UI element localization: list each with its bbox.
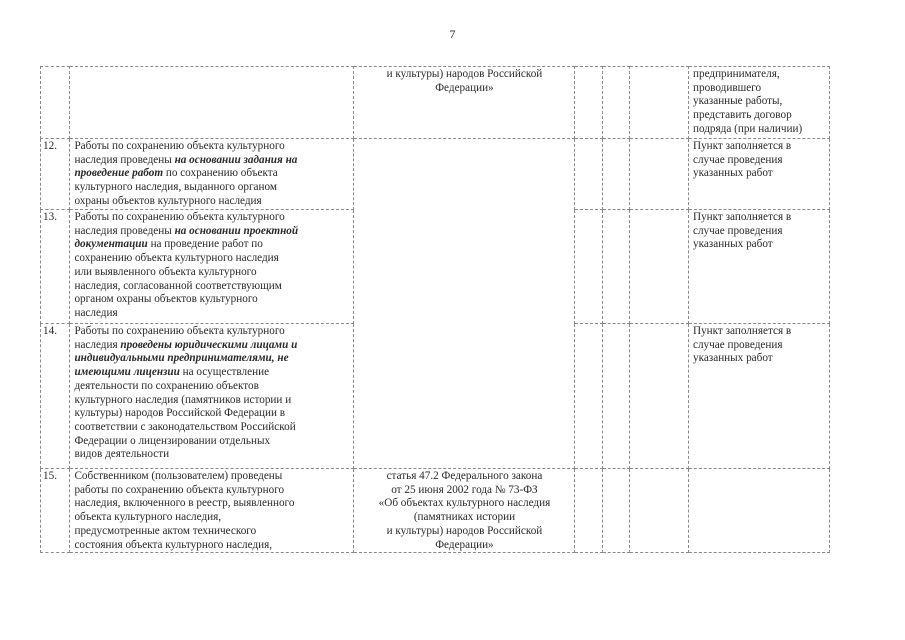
row-description: Работы по сохранению объекта культурного наследия проведены юридическими лицами и индивидуальными предпринимателями, не имеющими лицензии на осуществление деятельности по сохранению объектов культурного наследия (памятников истории и культуры) народов Российской Федерации в соответствии с законодательством Российской Федерации о лицензировании отдельных видов деятельности — [70, 324, 354, 469]
table-row — [41, 67, 830, 139]
page-number: 7 — [449, 27, 456, 41]
empty-cell — [602, 67, 629, 139]
row-number — [41, 67, 70, 139]
row-legal-basis — [354, 324, 575, 469]
row-legal-basis: и культуры) народов Российской Федерации» — [354, 67, 575, 139]
row-description — [70, 67, 354, 139]
row-number: 14. — [41, 324, 70, 469]
row-note — [688, 469, 829, 553]
table-row — [41, 139, 830, 210]
row-description: Работы по сохранению объекта культурного наследия проведены на основании задания на проведение работ по сохранению объекта культурного наследия, выданного органом охраны объектов культурного наследия — [70, 139, 354, 210]
table-row — [41, 324, 830, 469]
empty-cell — [630, 139, 689, 210]
row-legal-basis — [354, 210, 575, 324]
row-legal-basis — [354, 139, 575, 210]
row-note: Пункт заполняется в случае проведения указанных работ — [688, 139, 829, 210]
empty-cell — [602, 139, 629, 210]
empty-cell — [575, 210, 602, 324]
row-note: Пункт заполняется в случае проведения указанных работ — [688, 210, 829, 324]
row-number: 15. — [41, 469, 70, 553]
row-note: Пункт заполняется в случае проведения указанных работ — [688, 324, 829, 469]
row-note: предпринимателя, проводившего указанные работы, представить договор подряда (при наличии) — [688, 67, 829, 139]
row-number: 13. — [41, 210, 70, 324]
empty-cell — [575, 324, 602, 469]
row-description: Работы по сохранению объекта культурного наследия проведены на основании проектной документации на проведение работ по сохранению объекта культурного наследия или выявленного объекта культурного наследия, согласованной соответствующим органом охраны объектов культурного наследия — [70, 210, 354, 324]
empty-cell — [575, 67, 602, 139]
table-row — [41, 469, 830, 553]
empty-cell — [602, 469, 629, 553]
empty-cell — [630, 324, 689, 469]
requirements-table — [40, 66, 830, 553]
empty-cell — [575, 139, 602, 210]
empty-cell — [630, 210, 689, 324]
empty-cell — [630, 469, 689, 553]
row-legal-basis: статья 47.2 Федерального закона от 25 июня 2002 года № 73-ФЗ «Об объектах культурного наследия (памятниках истории и культуры) народов Российской Федерации» — [354, 469, 575, 553]
table-row — [41, 210, 830, 324]
row-number: 12. — [41, 139, 70, 210]
empty-cell — [602, 324, 629, 469]
empty-cell — [630, 67, 689, 139]
empty-cell — [575, 469, 602, 553]
empty-cell — [602, 210, 629, 324]
row-description: Собственником (пользователем) проведены работы по сохранению объекта культурного наследия, включенного в реестр, выявленного объекта культурного наследия, предусмотренные актом технического состояния объекта культурного наследия, — [70, 469, 354, 553]
